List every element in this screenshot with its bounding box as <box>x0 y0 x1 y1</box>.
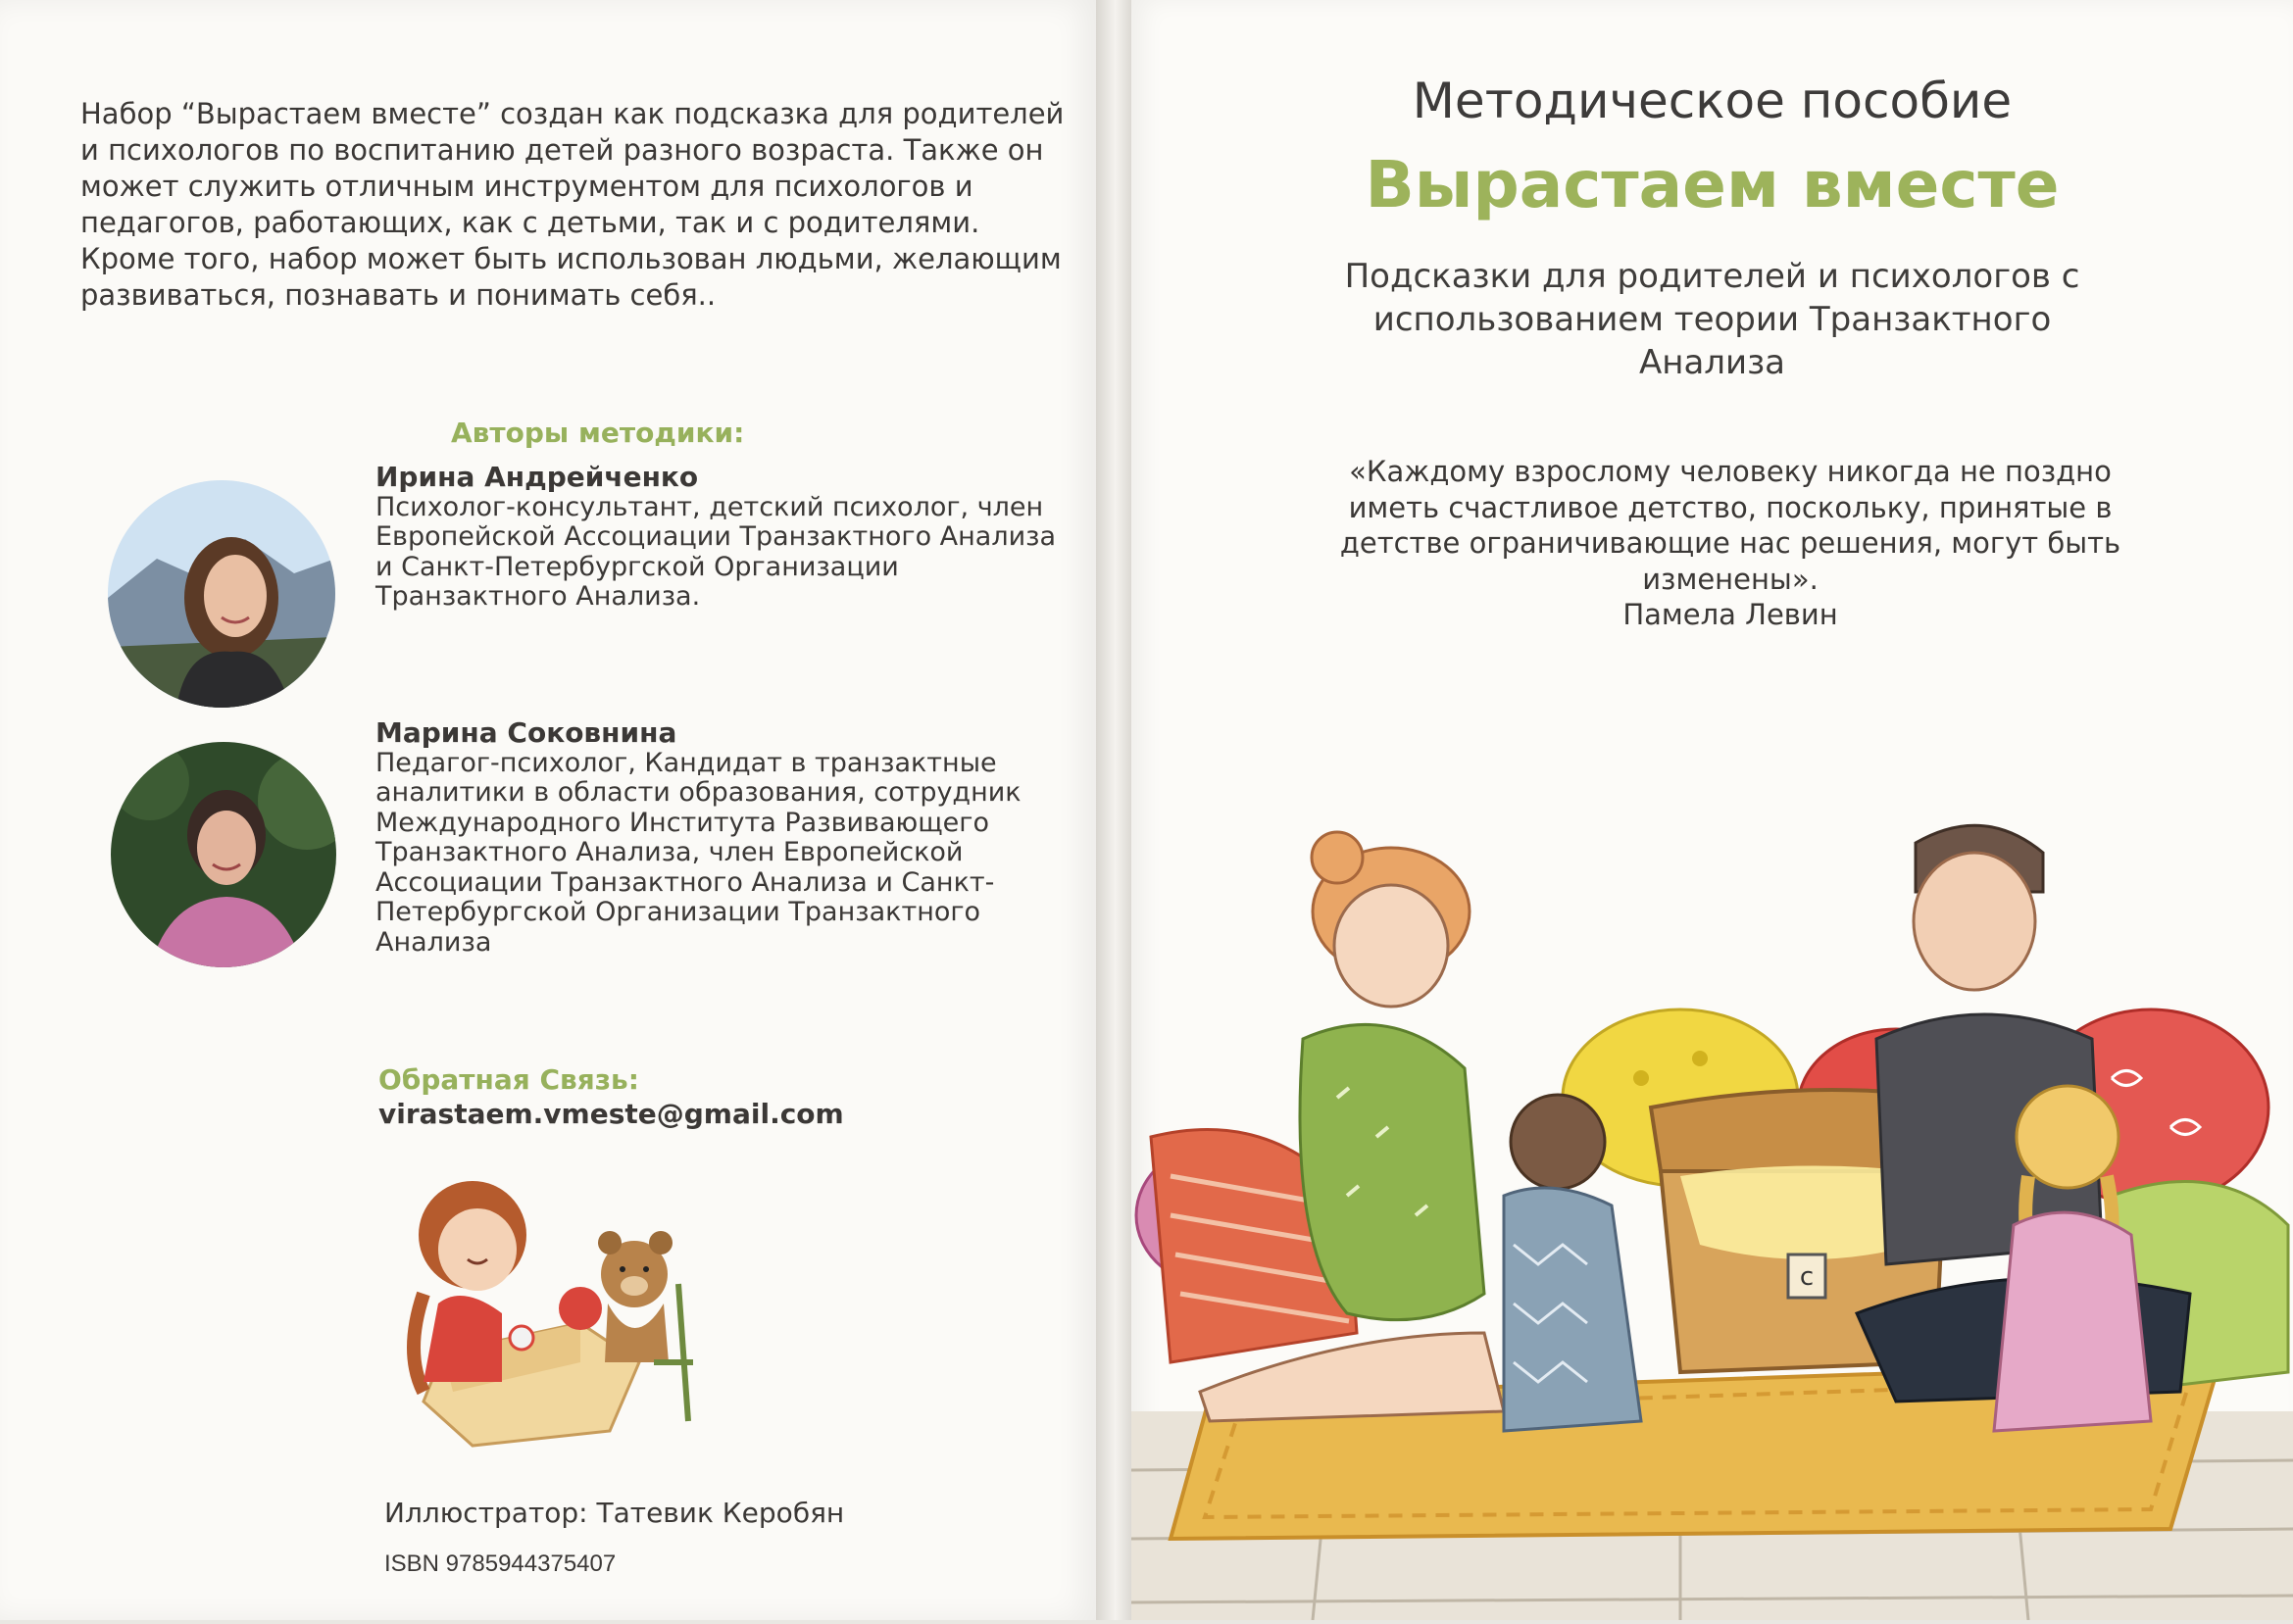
author-name: Ирина Андрейченко <box>375 461 699 493</box>
cover-title: Вырастаем вместе <box>1365 147 2060 222</box>
author-bio: Психолог-консультант, детский психолог, член Европейской Ассоциации Транзактного Анализа и Санкт-Петербургской Организации Транзактного Анализа. <box>375 491 1057 612</box>
contact-email[interactable]: virastaem.vmeste@gmail.com <box>378 1098 844 1130</box>
quote-text: «Каждому взрослому человеку никогда не поздно иметь счастливое детство, поскольку, принятые в детстве ограничивающие нас решения, могут быть изменены». <box>1339 455 2121 596</box>
cover-subtitle <box>1131 255 2293 384</box>
isbn: ISBN 9785944375407 <box>384 1550 617 1577</box>
quote-author: Памела Левин <box>1622 598 1838 631</box>
author-andreichenko <box>375 463 1062 613</box>
author-photo-sokovnina <box>111 742 336 967</box>
girl-teddy-tea-illustration <box>384 1166 708 1460</box>
chest-letter: с <box>1799 1262 1815 1292</box>
intro-paragraph: Набор “Вырастаем вместе” создан как подсказка для родителей и психологов по воспитанию детей разного возраста. Также он может служить отличным инструментом для психологов и педагогов, работающих, как с детьми, так и с родителями. Кроме того, набор может быть использован людьми, желающим развиваться, познавать и понимать себя.. <box>80 97 1065 312</box>
author-sokovnina <box>375 718 1062 958</box>
family-treasure-chest-illustration <box>1131 784 2293 1620</box>
cover-subtitle-text: Подсказки для родителей и психологов с использованием теории Транзактного Анализа <box>1344 257 2080 382</box>
authors-heading: Авторы методики: <box>451 417 745 449</box>
author-name: Марина Соковнина <box>375 716 677 749</box>
author-photo-andreichenko <box>108 480 335 708</box>
author-bio: Педагог-психолог, Кандидат в транзактные аналитики в области образования, сотрудник Международного Института Развивающего Транзактного Анализа, член Европейской Ассоциации Транзактного Анализа и Санкт-Петербургской Организации Транзактного Анализа <box>375 747 1022 958</box>
contact-heading: Обратная Связь: <box>378 1063 639 1096</box>
illustrator-credit: Иллюстратор: Татевик Керобян <box>384 1497 845 1529</box>
epigraph-quote <box>1333 454 2127 633</box>
cover-kicker: Методическое пособие <box>1412 73 2013 129</box>
book-spine <box>1096 0 1131 1620</box>
